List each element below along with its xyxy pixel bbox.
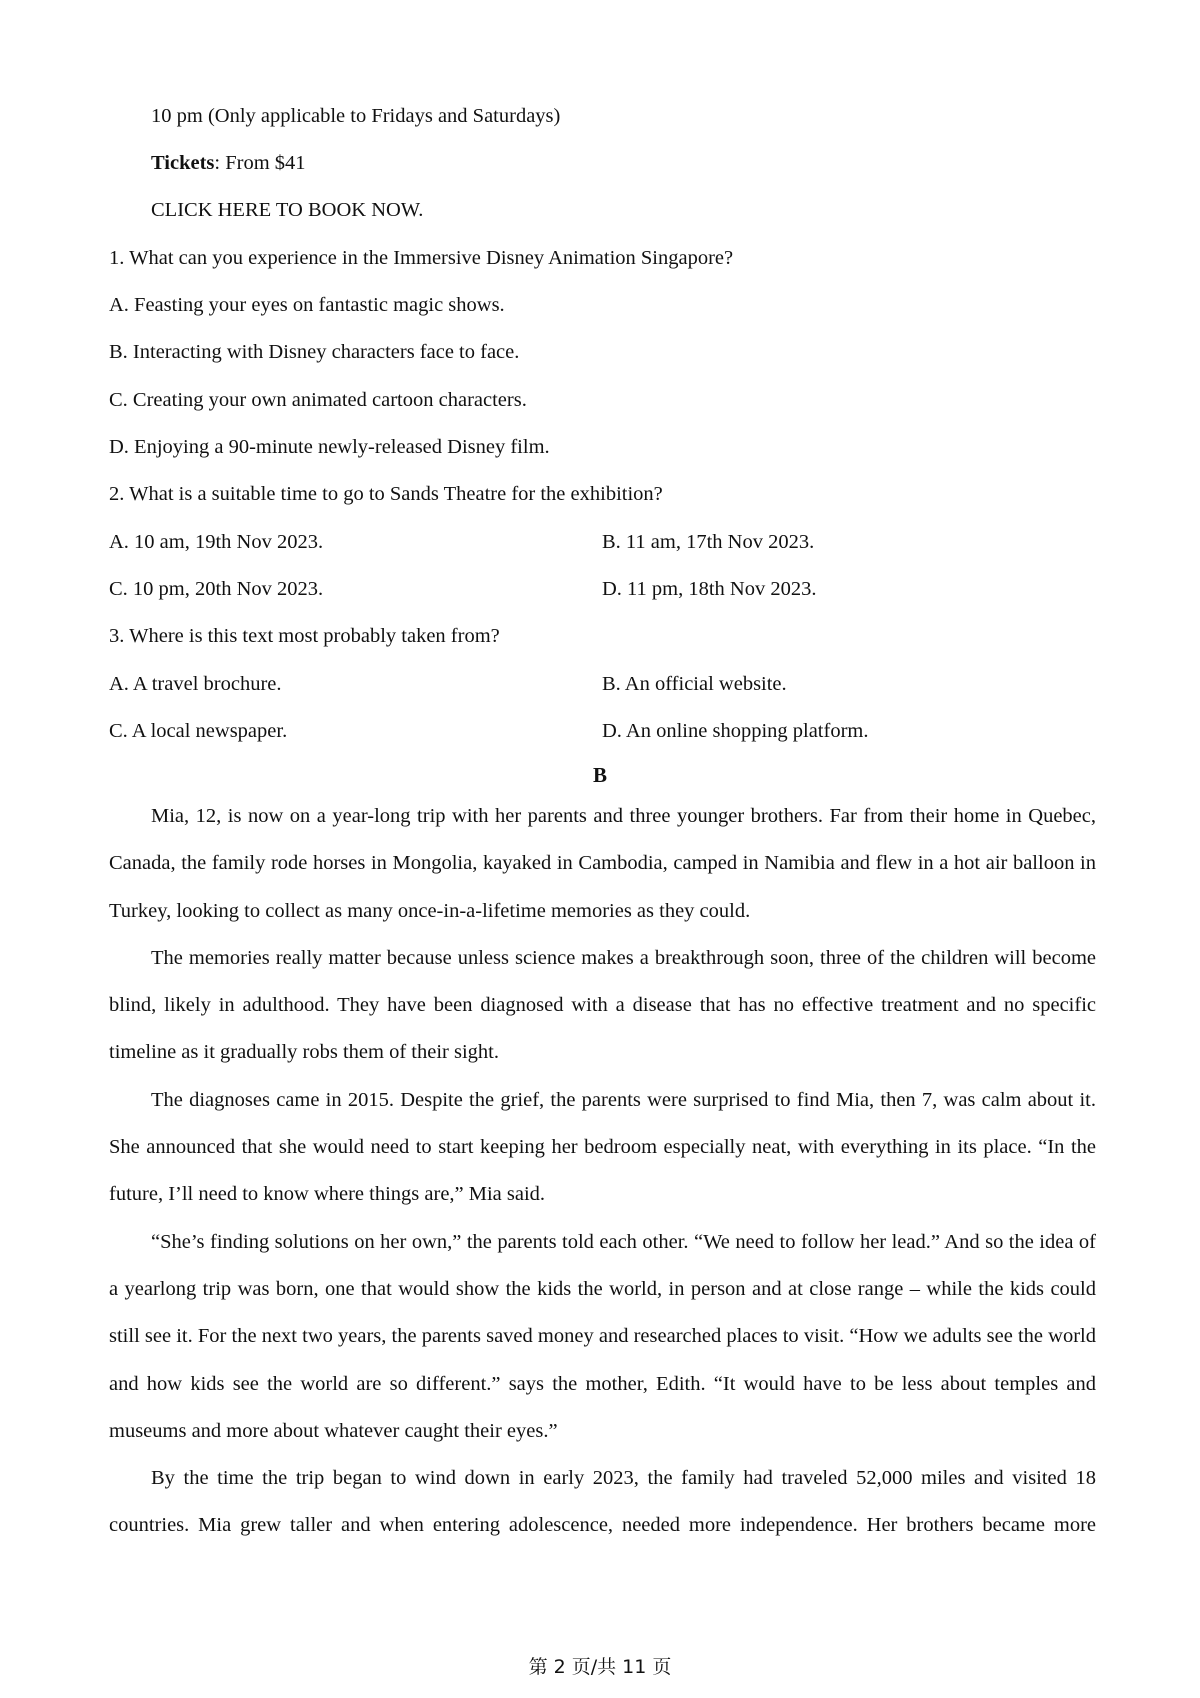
question-1-option-a: A. Feasting your eyes on fantastic magic shows. — [109, 294, 505, 316]
question-2-stem: 2. What is a suitable time to go to Sands Theatre for the exhibition? — [109, 483, 663, 505]
time-note: 10 pm (Only applicable to Fridays and Saturdays) — [151, 105, 561, 127]
section-b-heading: B — [592, 763, 607, 787]
question-3-option-c: C. A local newspaper. — [109, 720, 288, 742]
question-3-option-a: A. A travel brochure. — [109, 673, 282, 695]
book-now-link[interactable]: CLICK HERE TO BOOK NOW. — [151, 199, 424, 221]
question-1-stem: 1. What can you experience in the Immersive Disney Animation Singapore? — [109, 247, 734, 269]
question-2-option-c: C. 10 pm, 20th Nov 2023. — [109, 578, 324, 600]
tickets-value: : From $41 — [214, 152, 306, 174]
passage-paragraph-2: The memories really matter because unless science makes a breakthrough soon, three of the children will become blind, likely in adulthood. They have been diagnosed with a disease that has no effective treatment and no specific timeline as it gradually robs them of their sight. — [109, 946, 1096, 1064]
question-3-option-b: B. An official website. — [602, 673, 787, 695]
question-2-option-d: D. 11 pm, 18th Nov 2023. — [602, 578, 817, 600]
question-1-option-c: C. Creating your own animated cartoon characters. — [109, 389, 527, 411]
question-1-option-d: D. Enjoying a 90-minute newly-released Disney film. — [109, 436, 550, 458]
question-2-option-a: A. 10 am, 19th Nov 2023. — [109, 531, 324, 553]
passage-b — [109, 793, 1096, 1550]
page-number: 第 2 页/共 11 页 — [528, 1656, 672, 1678]
question-1-option-b: B. Interacting with Disney characters face to face. — [109, 341, 520, 363]
tickets-label: Tickets — [151, 152, 215, 174]
passage-paragraph-4: “She’s finding solutions on her own,” the parents told each other. “We need to follow her lead.” And so the idea of a yearlong trip was born, one that would show the kids the world, in person and at close range – while the kids could still see it. For the next two years, the parents saved money and researched places to visit. “How we adults see the world and how kids see the world are so different.” says the mother, Edith. “It would have to be less about temples and museums and more about whatever caught their eyes.” — [109, 1230, 1096, 1442]
passage-paragraph-1: Mia, 12, is now on a year-long trip with her parents and three younger brothers. Far from their home in Quebec, Canada, the family rode horses in Mongolia, kayaked in Cambodia, camped in Namibia and flew in a hot air balloon in Turkey, looking to collect as many once-in-a-lifetime memories as they could. — [109, 805, 1096, 922]
question-3-option-d: D. An online shopping platform. — [602, 720, 869, 742]
question-3-stem: 3. Where is this text most probably taken from? — [109, 625, 500, 647]
passage-paragraph-5: By the time the trip began to wind down in early 2023, the family had traveled 52,000 miles and visited 18 countries. Mia grew taller and when entering adolescence, needed more independence. Her brothers became more — [109, 1467, 1096, 1537]
tickets-line — [151, 151, 306, 175]
question-2-option-b: B. 11 am, 17th Nov 2023. — [602, 531, 815, 553]
passage-paragraph-3: The diagnoses came in 2015. Despite the grief, the parents were surprised to find Mia, then 7, was calm about it. She announced that she would need to start keeping her bedroom especially neat, with everything in its place. “In the future, I’ll need to know where things are,” Mia said. — [109, 1088, 1096, 1206]
